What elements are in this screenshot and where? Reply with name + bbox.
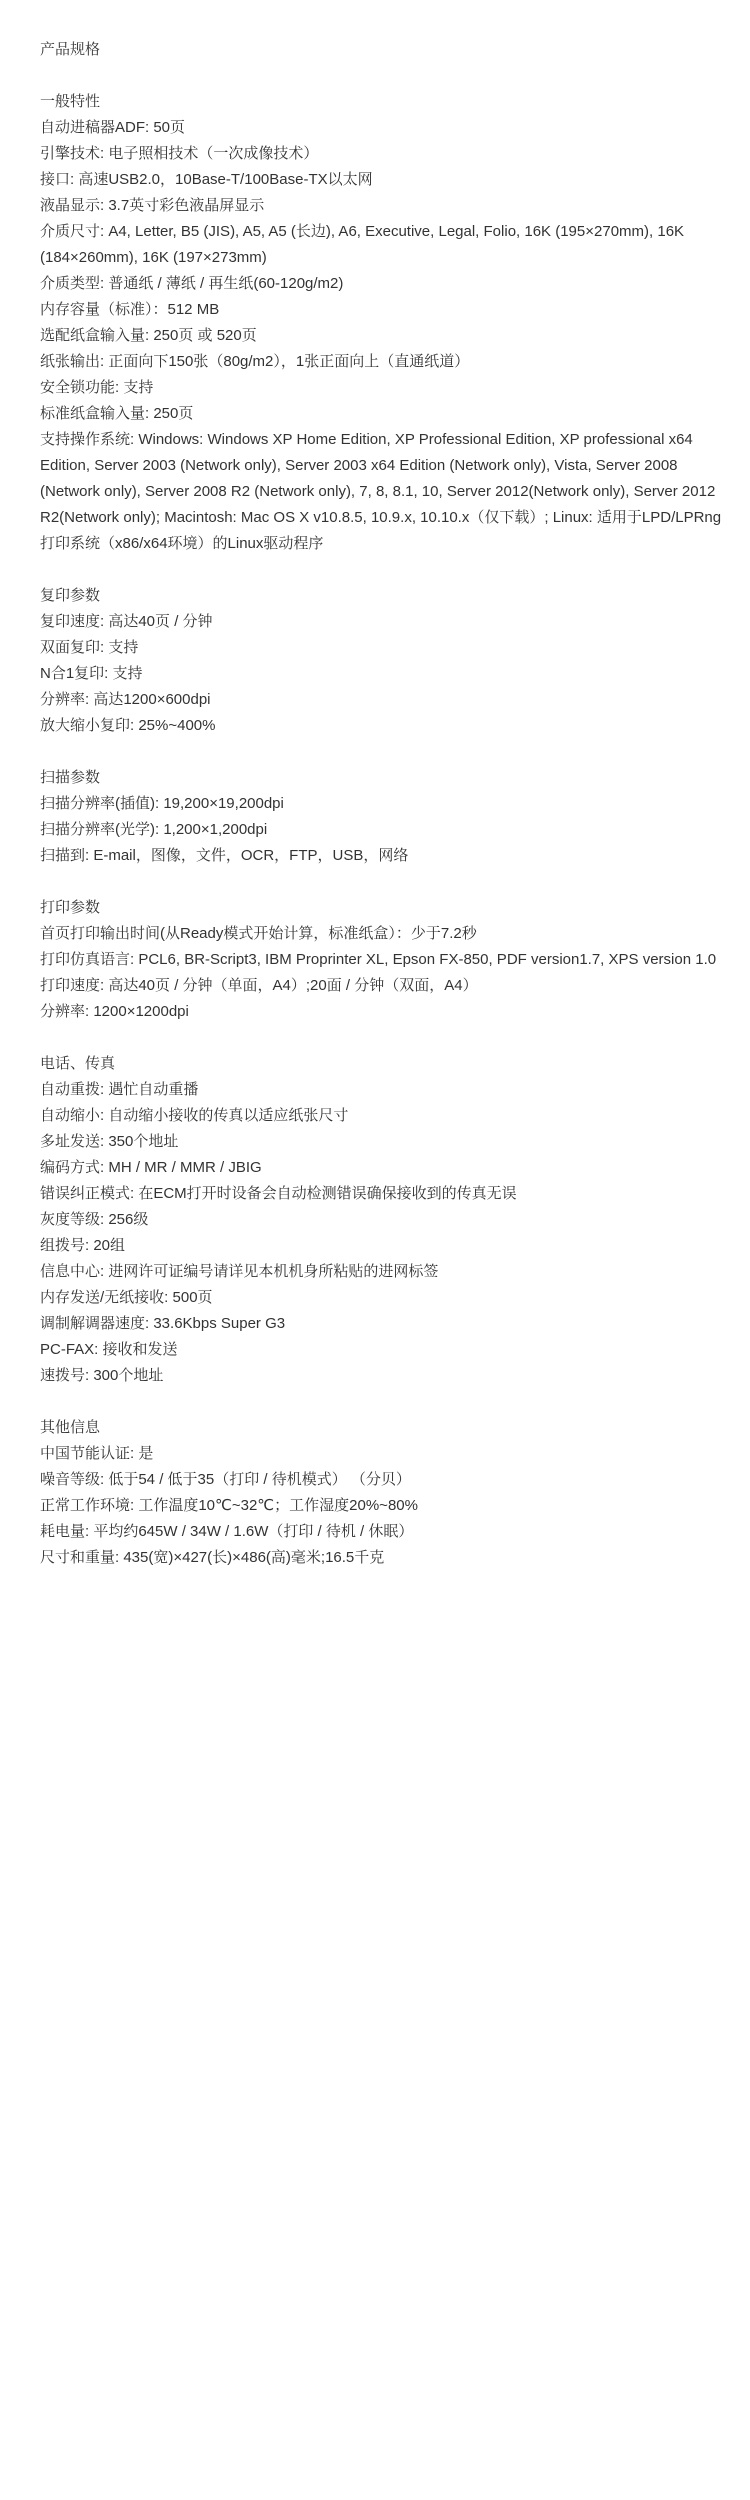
- spec-line: 复印速度: 高达40页 / 分钟: [40, 613, 213, 630]
- spec-line: 灰度等级: 256级: [40, 1211, 149, 1228]
- spec-line: 选配纸盒输入量: 250页 或 520页: [40, 327, 257, 344]
- section-heading-print-parameters: 打印参数: [40, 899, 101, 916]
- spec-line: 扫描到: E-mail，图像，文件，OCR，FTP，USB，网络: [40, 847, 409, 864]
- spec-line: 首页打印输出时间(从Ready模式开始计算，标准纸盒）：少于7.2秒: [40, 925, 477, 942]
- section-heading-scan-parameters: 扫描参数: [40, 769, 101, 786]
- spec-line: 内存发送/无纸接收: 500页: [40, 1289, 213, 1306]
- spec-line: 信息中心: 进网许可证编号请详见本机机身所粘贴的进网标签: [40, 1263, 439, 1280]
- spec-line: 尺寸和重量: 435(宽)×427(长)×486(高)毫米;16.5千克: [40, 1549, 385, 1566]
- spec-line: 内存容量（标准）：512 MB: [40, 301, 220, 318]
- spec-line: 液晶显示: 3.7英寸彩色液晶屏显示: [40, 197, 265, 214]
- section-print-parameters: [40, 895, 730, 1025]
- spec-line: 多址发送: 350个地址: [40, 1133, 179, 1150]
- spec-line: 组拨号: 20组: [40, 1237, 126, 1254]
- spec-line: N合1复印: 支持: [40, 665, 143, 682]
- spec-line: 自动重拨: 遇忙自动重播: [40, 1081, 199, 1098]
- spec-line: 扫描分辨率(插值): 19,200×19,200dpi: [40, 795, 284, 812]
- spec-line: PC-FAX: 接收和发送: [40, 1341, 178, 1358]
- spec-line: 支持操作系统: Windows: Windows XP Home Edition, XP Professional Edition, XP professional x64 Edition, Server 2003 (Network only), Server 2003 x64 Edition (Network only), Vista, Server 2008 (Network only), Server 2008 R2 (Network only), 7, 8, 8.1, 10, Server 2012(Network only), Server 2012 R2(Network only); Macintosh: Mac OS X v10.8.5, 10.9.x, 10.10.x（仅下载）; Linux: 适用于LPD/LPRng 打印系统（x86/x64环境）的Linux驱动程序: [40, 431, 722, 552]
- section-scan-parameters: [40, 765, 730, 869]
- spec-line: 自动缩小: 自动缩小接收的传真以适应纸张尺寸: [40, 1107, 349, 1124]
- spec-line: 介质类型: 普通纸 / 薄纸 / 再生纸(60-120g/m2): [40, 275, 344, 292]
- section-general-features: [40, 89, 730, 557]
- section-phone-fax: [40, 1051, 730, 1389]
- spec-line: 引擎技术: 电子照相技术（一次成像技术）: [40, 145, 319, 162]
- spec-line: 打印仿真语言: PCL6, BR-Script3, IBM Proprinter XL, Epson FX-850, PDF version1.7, XPS version 1.0: [40, 951, 717, 968]
- spec-line: 扫描分辨率(光学): 1,200×1,200dpi: [40, 821, 268, 838]
- page-title: 产品规格: [40, 41, 101, 58]
- section-heading-copy-parameters: 复印参数: [40, 587, 101, 604]
- spec-line: 放大缩小复印: 25%~400%: [40, 717, 216, 734]
- spec-sections: [40, 89, 730, 1571]
- section-heading-general-features: 一般特性: [40, 93, 101, 110]
- section-copy-parameters: [40, 583, 730, 739]
- spec-line: 分辨率: 高达1200×600dpi: [40, 691, 211, 708]
- spec-line: 安全锁功能: 支持: [40, 379, 154, 396]
- spec-line: 耗电量: 平均约645W / 34W / 1.6W（打印 / 待机 / 休眠）: [40, 1523, 414, 1540]
- spec-line: 自动进稿器ADF: 50页: [40, 119, 186, 136]
- section-other-info: [40, 1415, 730, 1571]
- section-heading-phone-fax: 电话、传真: [40, 1055, 116, 1072]
- spec-line: 分辨率: 1200×1200dpi: [40, 1003, 189, 1020]
- section-heading-other-info: 其他信息: [40, 1419, 101, 1436]
- spec-line: 错误纠正模式: 在ECM打开时设备会自动检测错误确保接收到的传真无误: [40, 1185, 517, 1202]
- spec-line: 中国节能认证: 是: [40, 1445, 154, 1462]
- spec-line: 纸张输出: 正面向下150张（80g/m2），1张正面向上（直通纸道）: [40, 353, 470, 370]
- spec-line: 接口: 高速USB2.0，10Base-T/100Base-TX以太网: [40, 171, 373, 188]
- spec-line: 正常工作环境: 工作温度10℃~32℃；工作湿度20%~80%: [40, 1497, 418, 1514]
- spec-line: 编码方式: MH / MR / MMR / JBIG: [40, 1159, 262, 1176]
- spec-line: 打印速度: 高达40页 / 分钟（单面，A4）;20面 / 分钟（双面，A4）: [40, 977, 478, 994]
- spec-line: 噪音等级: 低于54 / 低于35（打印 / 待机模式） （分贝）: [40, 1471, 411, 1488]
- spec-line: 标准纸盒输入量: 250页: [40, 405, 194, 422]
- spec-line: 调制解调器速度: 33.6Kbps Super G3: [40, 1315, 286, 1332]
- spec-line: 双面复印: 支持: [40, 639, 139, 656]
- spec-line: 介质尺寸: A4, Letter, B5 (JIS), A5, A5 (长边), A6, Executive, Legal, Folio, 16K (195×270mm), 16K (184×260mm), 16K (197×273mm): [40, 223, 685, 266]
- spec-line: 速拨号: 300个地址: [40, 1367, 164, 1384]
